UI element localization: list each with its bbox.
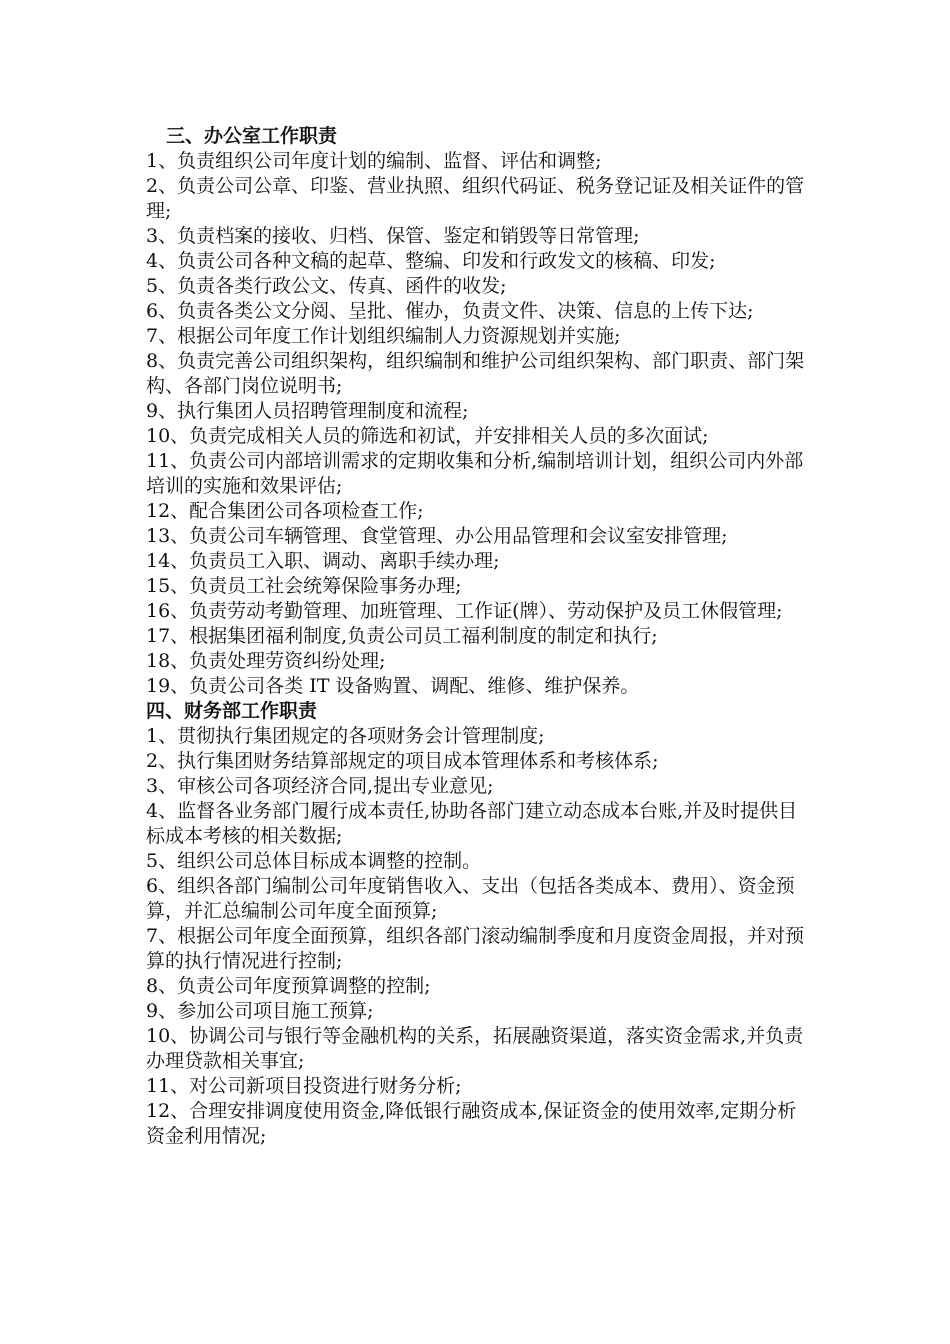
list-item: 6、负责各类公文分阅、呈批、催办，负责文件、决策、信息的上传下达; xyxy=(146,300,754,322)
list-item: 19、负责公司各类 IT 设备购置、调配、维修、维护保养。 xyxy=(146,675,640,697)
list-item: 1、贯彻执行集团规定的各项财务会计管理制度; xyxy=(146,725,545,747)
list-item: 3、负责档案的接收、归档、保管、鉴定和销毁等日常管理; xyxy=(146,225,640,247)
office-duties-list xyxy=(146,149,814,699)
document-body xyxy=(146,124,814,1149)
list-item: 9、参加公司项目施工预算; xyxy=(146,1000,374,1022)
list-item: 2、负责公司公章、印鉴、营业执照、组织代码证、税务登记证及相关证件的管理; xyxy=(146,175,805,222)
list-item: 5、组织公司总体目标成本调整的控制。 xyxy=(146,850,482,872)
list-item: 8、负责完善公司组织架构，组织编制和维护公司组织架构、部门职责、部门架构、各部门岗位说明书; xyxy=(146,350,805,397)
list-item: 16、负责劳动考勤管理、加班管理、工作证(牌）、劳动保护及员工休假管理; xyxy=(146,600,783,622)
finance-duties-list xyxy=(146,724,814,1149)
list-item: 15、负责员工社会统筹保险事务办理; xyxy=(146,575,462,597)
list-item: 12、配合集团公司各项检查工作; xyxy=(146,500,424,522)
list-item: 18、负责处理劳资纠纷处理; xyxy=(146,650,386,672)
section-heading-office: 三、办公室工作职责 xyxy=(166,125,338,147)
list-item: 17、根据集团福利制度,负责公司员工福利制度的制定和执行; xyxy=(146,625,658,647)
list-item: 4、监督各业务部门履行成本责任,协助各部门建立动态成本台账,并及时提供目标成本考核的相关数据; xyxy=(146,800,798,847)
list-item: 8、负责公司年度预算调整的控制; xyxy=(146,975,431,997)
list-item: 4、负责公司各种文稿的起草、整编、印发和行政发文的核稿、印发; xyxy=(146,250,716,272)
list-item: 10、负责完成相关人员的筛选和初试，并安排相关人员的多次面试; xyxy=(146,425,709,447)
list-item: 10、协调公司与银行等金融机构的关系，拓展融资渠道，落实资金需求,并负责办理贷款相关事宜; xyxy=(146,1025,804,1072)
list-item: 13、负责公司车辆管理、食堂管理、办公用品管理和会议室安排管理; xyxy=(146,525,728,547)
list-item: 5、负责各类行政公文、传真、函件的收发; xyxy=(146,275,507,297)
list-item: 6、组织各部门编制公司年度销售收入、支出（包括各类成本、费用）、资金预算，并汇总编制公司年度全面预算; xyxy=(146,875,795,922)
list-item: 7、根据公司年度全面预算，组织各部门滚动编制季度和月度资金周报，并对预算的执行情况进行控制; xyxy=(146,925,805,972)
list-item: 2、执行集团财务结算部规定的项目成本管理体系和考核体系; xyxy=(146,750,659,772)
list-item: 3、审核公司各项经济合同,提出专业意见; xyxy=(146,775,494,797)
list-item: 1、负责组织公司年度计划的编制、监督、评估和调整; xyxy=(146,150,602,172)
list-item: 7、根据公司年度工作计划组织编制人力资源规划并实施; xyxy=(146,325,621,347)
list-item: 11、负责公司内部培训需求的定期收集和分析,编制培训计划，组织公司内外部培训的实施和效果评估; xyxy=(146,450,804,497)
list-item: 14、负责员工入职、调动、离职手续办理; xyxy=(146,550,500,572)
list-item: 12、合理安排调度使用资金,降低银行融资成本,保证资金的使用效率,定期分析资金利用情况; xyxy=(146,1100,797,1147)
list-item: 11、对公司新项目投资进行财务分析; xyxy=(146,1075,462,1097)
section-heading-finance: 四、财务部工作职责 xyxy=(146,700,318,722)
list-item: 9、执行集团人员招聘管理制度和流程; xyxy=(146,400,469,422)
